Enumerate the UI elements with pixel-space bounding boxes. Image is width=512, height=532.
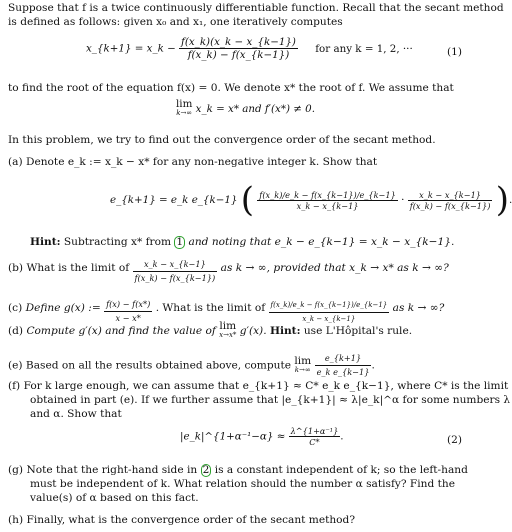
intro-line-1: Suppose that f is a twice continuously differentiable function. Recall that the secant method (8, 2, 504, 14)
eq1-condition: for any k = 1, 2, ··· (315, 42, 413, 55)
part-d-text-2: g′(x). (239, 325, 267, 337)
part-b-den: f(x_k) − f(x_{k−1}) (134, 273, 216, 283)
part-b (8, 258, 449, 285)
part-a-fraction-1 (257, 190, 398, 211)
eq2-fraction (289, 426, 341, 447)
problem-intro: In this problem, we try to find out the convergence order of the secant method. (8, 134, 436, 146)
part-f-line-2: obtained in part (e). If we further assume that |e_{k+1}| ≈ λ|e_k|^α for some numbers λ (30, 394, 511, 406)
part-e: (e) Based on all the results obtained above, compute lim k→∞ $\frac{e\_\{k+1\}}{\text{e\_k e\_\{k−1\}}}$ . (8, 353, 375, 377)
part-g-label: (g) (8, 464, 24, 476)
part-e-den: e_k e_{k−1} (316, 367, 370, 377)
limit-word: lim (176, 98, 193, 110)
eq2-lhs: |e_k|^{1+α⁻¹−α} ≈ (180, 430, 286, 443)
limit-operator (176, 100, 192, 118)
equation-1 (86, 36, 413, 61)
part-g-line-3: value(s) of α based on this fact. (30, 492, 199, 504)
part-b-label: (b) (8, 262, 24, 274)
part-a-frac2-num: x_k − x_{k−1} (408, 190, 493, 201)
equation-ref-1[interactable]: 1 (176, 236, 184, 248)
part-a-equation: e_{k+1} = e_k e_{k−1} ( $\frac{f(x\_k)/e\_k - f(x\_\{k-1\})/e\_\{k-1\}}{x\_k - x\_\{k-1\}}$ · $\frac{x\_k - x\_\{k-1\}}{f(x\_k) - f(x\_\{k-1\})}$ ). (110, 180, 512, 220)
right-paren: ) (495, 180, 509, 220)
eq1-fraction (179, 36, 298, 61)
root-text: to find the root of the equation f(x) = 0. We denote x* the root of f. We assume that (8, 82, 454, 94)
part-d-limit (219, 322, 236, 340)
eq2-den: C* (309, 437, 320, 447)
equation-ref-2[interactable]: 2 (202, 464, 210, 476)
part-e-lim-word: lim (294, 354, 312, 367)
part-c-text-2: . What is the limit of (155, 302, 266, 314)
part-g-line-2: must be independent of k. What relation should the number α satisfy? Find the (30, 478, 455, 490)
part-a-fraction-2 (408, 190, 493, 211)
part-a-frac1-num: f(x_k)/e_k − f(x_{k−1})/e_{k−1} (259, 189, 396, 200)
part-h (8, 514, 355, 527)
part-d-text-1: Compute g′(x) and find the value of (26, 325, 216, 337)
part-b-text-2: as k → ∞, provided that x_k → x* as k → ∞? (220, 262, 449, 274)
part-c-den: x − x* (115, 313, 141, 323)
part-a-lhs: e_{k+1} = e_k e_{k−1} (110, 194, 238, 206)
part-d-lim-sub: x→x* (219, 331, 237, 339)
part-f-text-1: For k large enough, we can assume that e_{k+1} ≈ C* e_k e_{k−1}, where C* is the limit (23, 380, 509, 392)
part-a-frac1-den: x_k − x_{k−1} (296, 200, 359, 211)
eq1-tag: (1) (446, 46, 462, 58)
part-d-hint-label: Hint: (269, 325, 301, 337)
part-c-den-2: x_k − x_{k−1} (302, 315, 356, 323)
part-a-hint-tail: and noting that e_k − e_{k−1} = x_k − x_{k−1}. (188, 236, 455, 248)
part-c-num-2: f(x_k)/e_k − f(x_{k−1})/e_{k−1} (269, 299, 390, 313)
left-paren: ( (240, 180, 255, 220)
part-a-hint (30, 236, 454, 249)
part-g-text-1b: is a constant independent of k; so the left-hand (214, 464, 468, 476)
part-g-line-1 (8, 464, 468, 477)
part-c-num: f(x) − f(x*) (104, 298, 152, 312)
part-d-label: (d) (8, 325, 24, 337)
part-f-line-1 (8, 380, 508, 393)
part-e-text: Based on all the results obtained above, compute (25, 359, 291, 372)
part-c-label: (c) (8, 302, 23, 314)
part-a-label: (a) (8, 156, 23, 168)
part-d-hint-text: use L'Hôpital's rule. (303, 325, 413, 337)
part-a-hint-label: Hint: (30, 236, 61, 248)
part-a (8, 156, 377, 169)
part-c-text-3: as k → ∞? (392, 302, 445, 314)
part-a-text: Denote e_k := x_k − x* for any non-negative integer k. Show that (25, 156, 378, 168)
part-e-limit (294, 354, 312, 375)
part-b-num: x_k − x_{k−1} (133, 258, 218, 272)
limit-equation (176, 100, 315, 118)
eq1-numerator: f(x_k)(x_k − x_{k−1}) (181, 36, 296, 48)
part-e-fraction (315, 352, 372, 379)
limit-body: x_k = x* and f′(x*) ≠ 0. (195, 103, 316, 115)
dot-operator: · (401, 194, 405, 206)
part-e-label: (e) (8, 359, 23, 372)
part-f-label: (f) (8, 380, 21, 392)
part-d-lim-word: lim (219, 320, 237, 332)
part-c-fraction-1 (104, 298, 152, 325)
part-e-num: e_{k+1} (315, 352, 372, 366)
equation-2: |e_k|^{1+α⁻¹−α} ≈ $\frac{\text{λ\textasciicircum{}\{1+α⁻¹\}}}{C*}$ . (180, 426, 344, 447)
eq1-lhs: x_{k+1} = x_k − (86, 42, 176, 55)
limit-subscript: k→∞ (176, 109, 193, 117)
part-g-text-1a: Note that the right-hand side in (26, 464, 198, 476)
part-f-line-3: and α. Show that (30, 408, 122, 420)
part-b-text-1: What is the limit of (26, 262, 130, 274)
eq2-num: λ^{1+α⁻¹} (290, 426, 339, 436)
part-c-text-1: Define g(x) := (25, 302, 101, 314)
eq1-denominator: f(x_k) − f(x_{k−1}) (187, 49, 290, 61)
part-d (8, 322, 412, 340)
part-a-frac2-den: f(x_k) − f(x_{k−1}) (409, 200, 491, 211)
intro-line-2: is defined as follows: given x₀ and x₁, one iteratively computes (8, 16, 343, 28)
part-h-label: (h) (8, 514, 24, 526)
part-a-hint-text: Subtracting x* from (63, 236, 172, 248)
part-h-text: Finally, what is the convergence order of the secant method? (26, 514, 356, 526)
eq2-tag: (2) (446, 434, 462, 446)
part-e-lim-sub: k→∞ (294, 365, 311, 374)
part-b-fraction (133, 258, 218, 285)
